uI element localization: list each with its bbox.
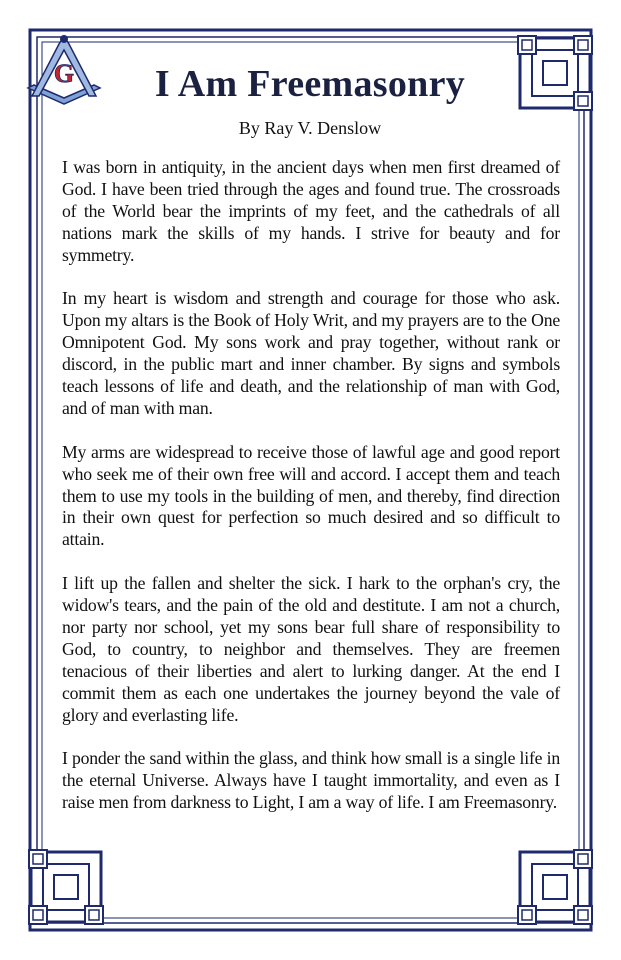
corner-ornament-bottom-right <box>518 850 592 924</box>
paragraph-5: I ponder the sand within the glass, and think how small is a single life in the eternal Universe. Always have I taught immortality, and even as I raise men from darkness to Light, I am a way of life. I am Freemasonry. <box>62 748 560 813</box>
paragraph-3: My arms are widespread to receive those of lawful age and good report who seek me of their own free will and accord. I accept them and teach them to use my tools in the building of men, and thereby, find direction in their own quest for perfection so much desired and so difficult to attain. <box>62 441 560 550</box>
corner-ornament-top-right <box>518 36 592 110</box>
emblem-letter: G <box>53 59 75 88</box>
square-and-compasses-icon <box>22 30 106 110</box>
paragraph-1: I was born in antiquity, in the ancient days when men first dreamed of God. I have been tried through the ages and found true. The crossroads of the World bear the imprints of my feet, and the cathedrals of all nations mark the skills of my hands. I strive for beauty and for symmetry. <box>62 157 560 265</box>
poem-body <box>62 157 560 836</box>
corner-ornament-bottom-left <box>29 850 103 924</box>
paragraph-2: In my heart is wisdom and strength and courage for those who ask. Upon my altars is the Book of Holy Writ, and my prayers are to the One Omnipotent God. My sons work and pray together, without rank or discord, in the public mart and inner chamber. By signs and symbols teach lessons of life and death, and the relationship of man with God, and of man with man. <box>62 288 560 418</box>
paragraph-4: I lift up the fallen and shelter the sick. I hark to the orphan's cry, the widow's tears, and the pain of the old and destitute. I am not a church, nor party nor school, yet my sons bear full share of responsibility to God, to country, to neighbor and themselves. They are freemen tenacious of their liberties and alert to lurking danger. At the end I commit them as each one undertakes the journey beyond the vale of glory and everlasting life. <box>62 573 560 725</box>
author-byline: By Ray V. Denslow <box>238 118 382 138</box>
page-title: I Am Freemasonry <box>154 63 466 105</box>
